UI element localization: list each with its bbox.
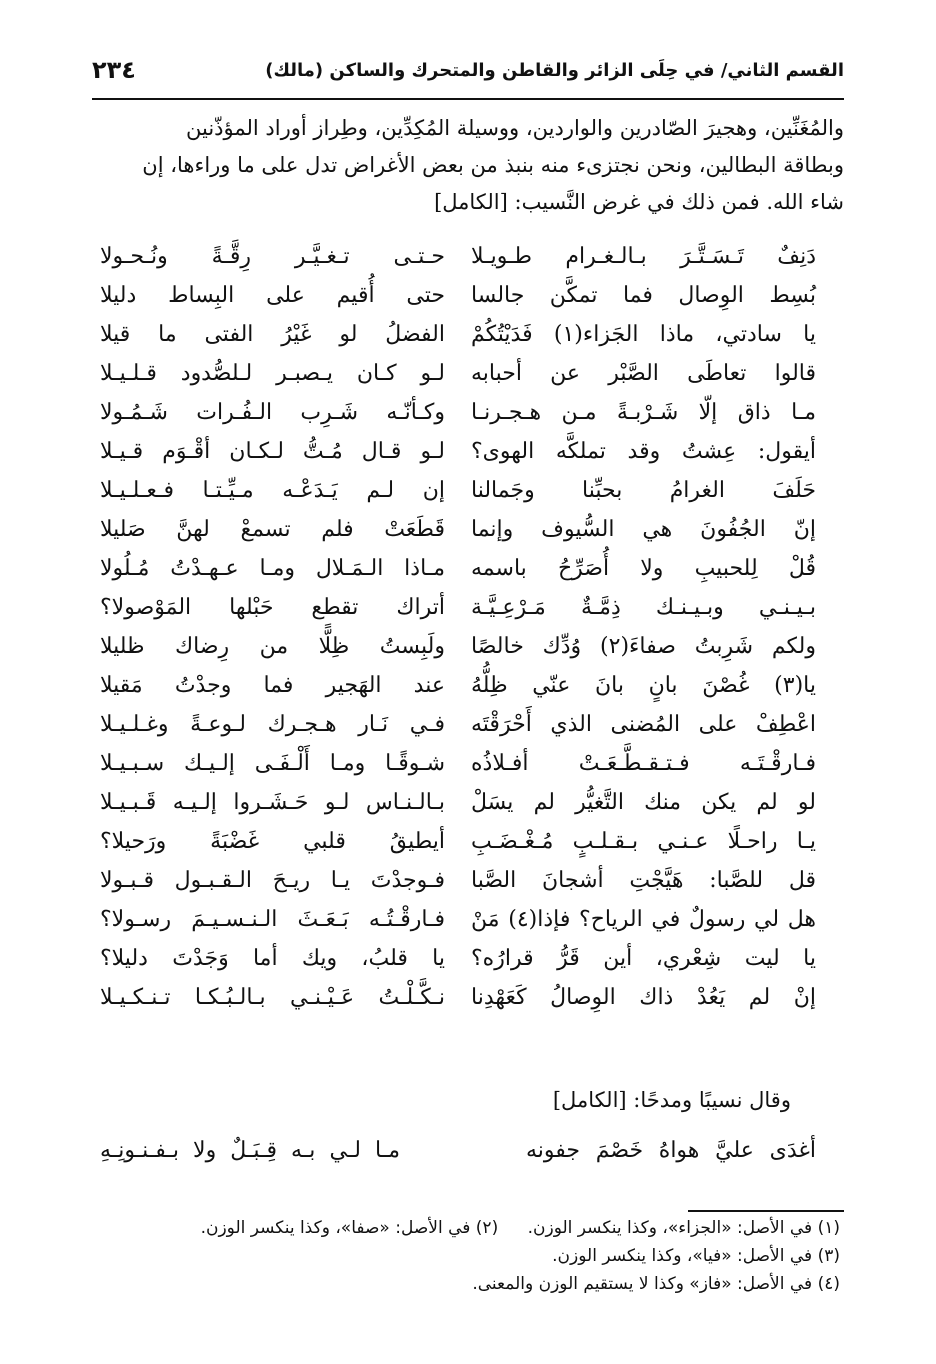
verse-line [100, 361, 816, 397]
second-hemistich: لـو كـان يـصبـر لـلصُّدود قـلـيـلا [100, 361, 445, 386]
page-number: ٢٣٤ [92, 56, 136, 84]
first-hemistich: بـيـنـي وبـيـنـك ذِمَّـةٌ مَـرْعِـيَّـة [471, 595, 816, 620]
second-hemistich: أيطيقُ قلبي غَضْبَةً ورَحيلا؟ [100, 829, 445, 854]
second-hemistich: بـالـنـاس لـو حَـشَـروا إلـيـه قَـبـيـلا [100, 790, 445, 815]
second-hemistich: يا قلبُ، ويك أما وَجَدْتَ دليلا؟ [100, 946, 445, 971]
footnote: (٤) في الأصل: «فاز» وكذا لا يستقيم الوزن والمعنى. [472, 1274, 840, 1294]
footnotes [80, 1218, 840, 1302]
first-hemistich: إنّ الجُفُونَ هي السُّيوف وإنما [471, 517, 816, 542]
footnote-line [80, 1274, 840, 1302]
header-divider [92, 98, 844, 100]
verse-line [100, 673, 816, 709]
first-hemistich: هل لي رسولٌ في الرياح؟ فإذا(٤) مَنْ [471, 907, 817, 932]
verse-line [100, 868, 816, 904]
running-header [92, 56, 844, 94]
first-hemistich: فـارقْـتَـه فـتـقـطَّـعَـتْ أفـلاذُه [471, 751, 816, 776]
verse-line [100, 712, 816, 748]
verse-line [100, 790, 816, 826]
verse-line [100, 751, 816, 787]
footnote: (٢) في الأصل: «صفا»، وكذا ينكسر الوزن. [200, 1218, 499, 1238]
verse-line [100, 478, 816, 514]
verse-line [100, 517, 816, 553]
verse-line [100, 322, 816, 358]
intro-line: والمُغَنِّين، وهجيرَ الصّادرين والواردين، ووسيلة المُكِدِّين، وطِراز أوراد المؤذّنين [186, 116, 844, 140]
first-hemistich: حَلَفَ الغرامُ بحبِّنا وجَمالنا [471, 478, 816, 503]
verse-line [100, 556, 816, 592]
verse-line [100, 985, 816, 1021]
first-hemistich: مـا ذاق إلّا شَـرْبـةً مـن هـجـرنـا [471, 400, 816, 425]
first-hemistich: قُلْ لِلحبيبِ ولا أُصَرِّحُ باسمه [471, 556, 816, 581]
second-hemistich: فـي نَـار هـجـرك لـوعـةً وغـلـيـلا [100, 712, 445, 737]
second-hemistich: الفضلُ لو غَيْرُ الفتى ما قيلا [100, 322, 445, 347]
first-hemistich: يـا راحـلًا عـنـي بـقـلـبٍ مُـغْـضَـبِ [471, 829, 816, 854]
header-title: القسم الثاني/ في حِلَى الزائر والقاطن والمتحرك والساكن (مالك) [265, 60, 844, 81]
first-hemistich: اعْطِفْ على المُضنى الذي أَحْرَقْتَه [471, 712, 816, 737]
intro-line: وبطاقة البطالين، ونحن نجتزىء منه بنبذ من بعض الأغراض تدل على ما وراءها، إن [142, 153, 844, 177]
verse-line [100, 634, 816, 670]
second-hemistich: حـتـى تـغـيَّـر رِقَّـةً ونُـحـولا [100, 244, 445, 269]
footnote: (٣) في الأصل: «فيا»، وكذا ينكسر الوزن. [552, 1246, 840, 1266]
second-hemistich: نـكَّـلْـتُ عَـيْـنـي بـالـبُـكـا تـنـكـيـلا [100, 985, 445, 1010]
verse-line [100, 595, 816, 631]
second-hemistich: قَطَعَتْ فلم تسمعْ لهنَّ صَليلا [100, 517, 445, 542]
first-hemistich: يا(٣) غُصْنَ بانٍ بانَ عنّي ظِلُّهُ [471, 673, 816, 698]
footnote-line [80, 1246, 840, 1274]
first-hemistich: دَنِفٌ تَـسَـتَّـرَ بـالـغـرام طـويـلا [471, 244, 816, 269]
second-hemistich: مـاذا الـمَـلال ومـا عـهـدْتُ مُـلُولا [100, 556, 445, 581]
first-hemistich: يا سادتي، ماذا الجَزاء(١) فَدَيْتُكُمْ [471, 322, 816, 347]
second-hemistich: أتراك تقطع حَبْلها المَوْصولا؟ [100, 595, 445, 620]
second-hemistich: فـارقْـتُـه بَـعَـثَ الـنـسـيـمَ رسـولا؟ [100, 907, 445, 932]
second-hemistich: وكـأنّـه شَـرِب الـفُـرات شَـمُـولا [100, 400, 445, 425]
first-hemistich: إنْ لم يَعُدْ ذاك الوِصالُ كَعَهْدِنا [471, 985, 816, 1010]
second-hemistich: حتى أُقيم على البِساط دليلا [100, 283, 445, 308]
verse-line [100, 946, 816, 982]
verse-line [100, 1138, 816, 1174]
first-hemistich: يا ليت شِعْري، أين قَرُّ قرارُه؟ [471, 946, 816, 971]
second-hemistich: إن لـم يَـدَعْـه مـيِّـتـا فـعـلـيـلا [100, 478, 445, 503]
verse-line [100, 907, 816, 943]
verse-line [100, 829, 816, 865]
poem-introduction: وقال نسيبًا ومدحًا: [الكامل] [552, 1088, 791, 1112]
intro-line: شاء الله. فمن ذلك في غرض النَّسيب: [الكامل] [434, 190, 844, 214]
first-hemistich: بُسِط الوِصال فما تمكَّن جالسا [471, 283, 816, 308]
footnote: (١) في الأصل: «الجزاء»، وكذا ينكسر الوزن. [527, 1218, 840, 1238]
second-hemistich: فـوجدْتَ يـا ريـحَ الـقـبـول قـبـولا [100, 868, 445, 893]
first-hemistich: أغدَى عليَّ هواهُ خَصْمَ جفونه [526, 1138, 816, 1163]
verse-line [100, 283, 816, 319]
verse-line [100, 244, 816, 280]
verse-line [100, 400, 816, 436]
second-hemistich: لـو قـال مُـتُّ لـكـان أقْـوَم قـيـلا [100, 439, 445, 464]
first-hemistich: قل للصَّبا: هَيَّجْتِ أشجانَ الصَّبا [471, 868, 816, 893]
first-hemistich: ولكم شَرِبتُ صفاءَ(٢) وُدِّك خالصًا [471, 634, 816, 659]
first-hemistich: أيقول: عِشتُ وقد تملكَّه الهوى؟ [471, 439, 816, 464]
first-hemistich: قالوا تعاطَى الصَّبْر عن أحبابه [471, 361, 816, 386]
second-hemistich: ولَبِستُ ظِلًّا من رِضاك ظليلا [100, 634, 445, 659]
second-hemistich: مـا لـي بـه قِـبَـلٌ ولا بـفـنـونِـهِ [100, 1138, 400, 1163]
verse-line [100, 439, 816, 475]
second-hemistich: شـوقًـا ومـا أَلْـفَـى إلـيـك سـبـيـلا [100, 751, 445, 776]
footnote-line [80, 1218, 840, 1246]
second-hemistich: عند الهَجير فما وجدْتُ مَقيلا [100, 673, 445, 698]
first-hemistich: لو لم يكن منك التَّغيُّر لم يسَلْ [471, 790, 816, 815]
footnote-divider [688, 1210, 844, 1212]
